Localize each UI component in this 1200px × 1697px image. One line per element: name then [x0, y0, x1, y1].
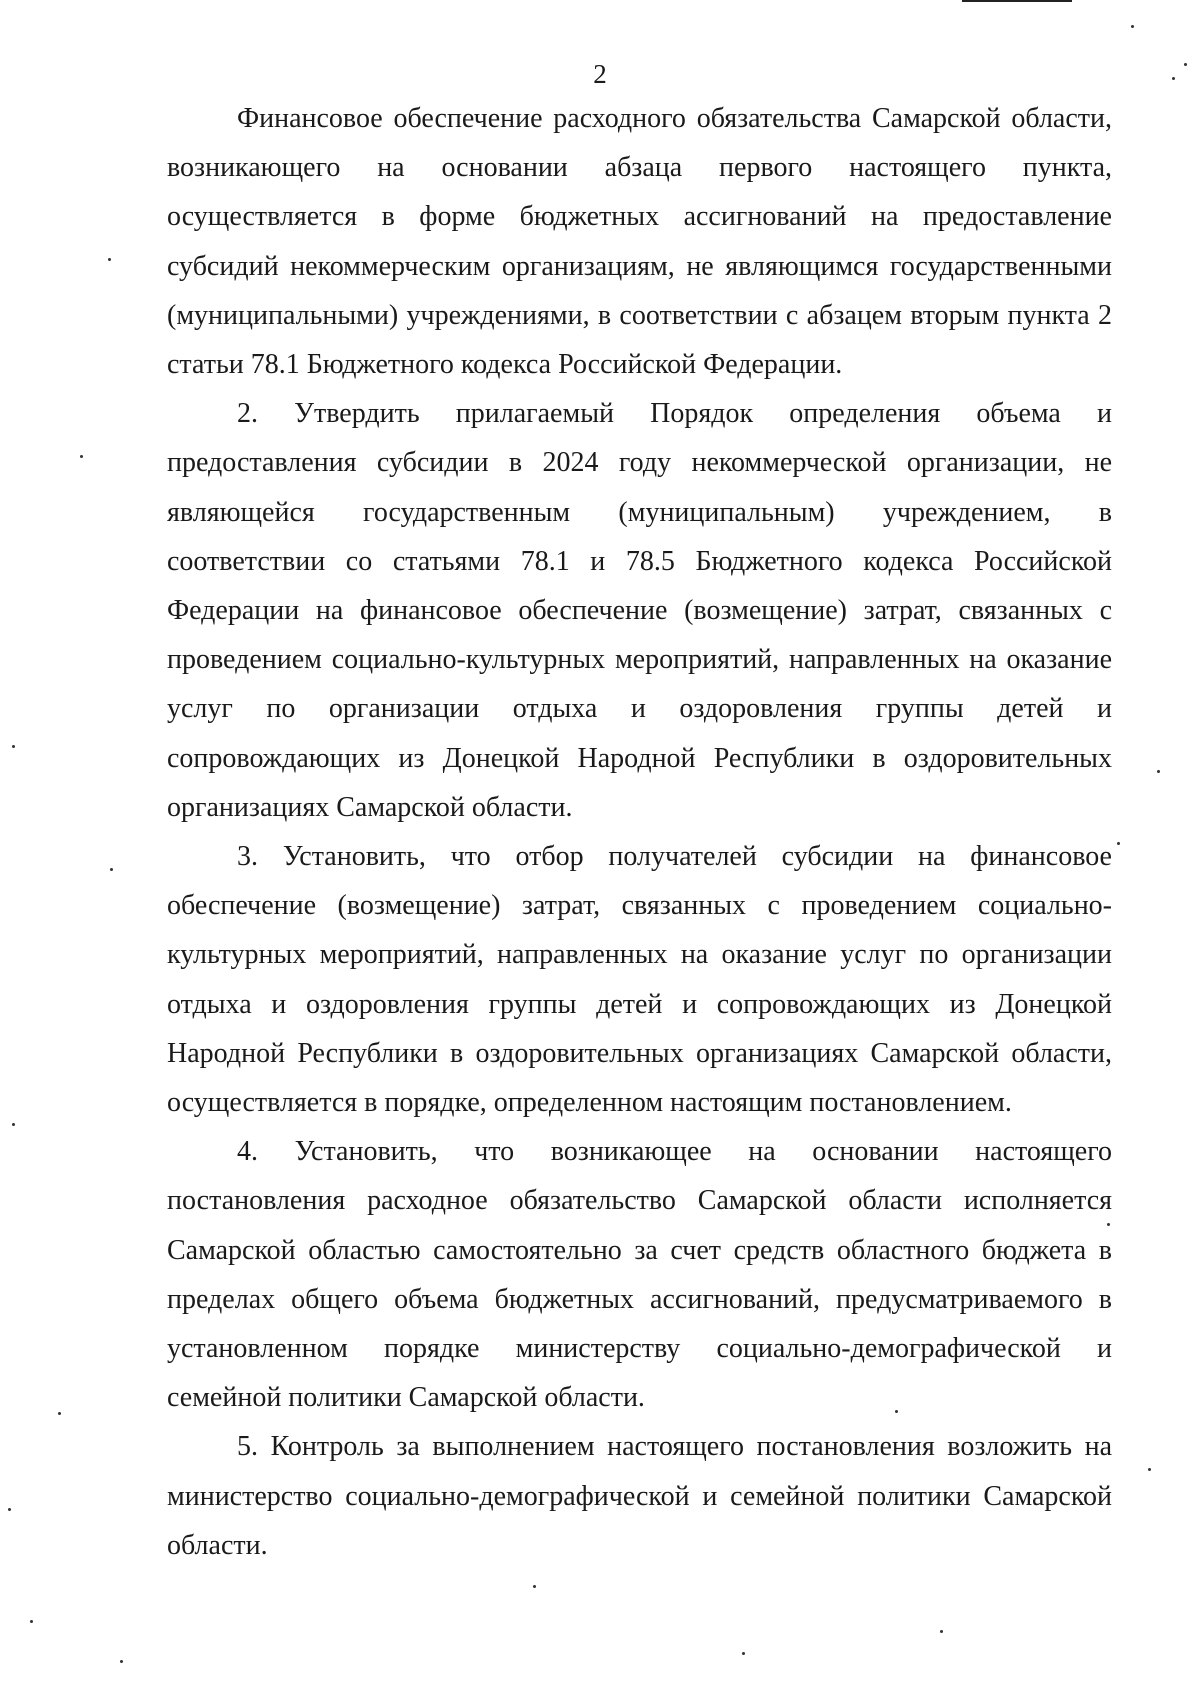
scan-artifact-dot [110, 868, 113, 871]
scan-artifact-dot [940, 1630, 943, 1633]
page-number: 2 [593, 59, 607, 89]
paragraph-item-2: 2. Утвердить прилагаемый Порядок определения объема и предоставления субсидии в 2024 году некоммерческой организации, не являющейся государственным (муниципальным) учреждением, в соответствии со статьями 78.1 и 78.5 Бюджетного кодекса Российской Федерации на финансовое обеспечение (возмещение) затрат, связанных с проведением социально-культурных мероприятий, направленных на оказание услуг по организации отдыха и оздоровления группы детей и сопровождающих из Донецкой Народной Республики в оздоровительных организациях Самарской области. [167, 398, 1112, 823]
document-body [167, 94, 1112, 1570]
paragraph-financial-provision: Финансовое обеспечение расходного обязательства Самарской области, возникающего на основании абзаца первого настоящего пункта, осуществляется в форме бюджетных ассигнований на предоставление субсидий некоммерческим организациям, не являющимся государственными (муниципальными) учреждениями, в соответствии с абзацем вторым пункта 2 статьи 78.1 Бюджетного кодекса Российской Федерации. [167, 103, 1112, 381]
paragraph-item-5: 5. Контроль за выполнением настоящего постановления возложить на министерство социально-демографической и семейной политики Самарской области. [167, 1431, 1112, 1561]
scan-artifact-dot [120, 1660, 123, 1663]
scan-artifact-dot [742, 1652, 745, 1655]
scan-artifact-dot [30, 1620, 33, 1623]
paragraph-item-3: 3. Установить, что отбор получателей субсидии на финансовое обеспечение (возмещение) затрат, связанных с проведением социально-культурных мероприятий, направленных на оказание услуг по организации отдыха и оздоровления группы детей и сопровождающих из Донецкой Народной Республики в оздоровительных организациях Самарской области, осуществляется в порядке, определенном настоящим постановлением. [167, 841, 1112, 1119]
scan-artifact-dot [12, 1123, 15, 1126]
scan-artifact-dot [1157, 770, 1160, 773]
scan-artifact-line [962, 0, 1072, 2]
scan-artifact-dot [1148, 1468, 1151, 1471]
scan-artifact-dot [12, 745, 15, 748]
scan-artifact-dot [58, 1412, 61, 1415]
scan-artifact-dot [1131, 25, 1134, 28]
scan-artifact-dot [533, 1585, 536, 1588]
scan-artifact-dot [108, 258, 111, 261]
scan-artifact-dot [8, 1508, 11, 1511]
paragraph-item-4: 4. Установить, что возникающее на основании настоящего постановления расходное обязательство Самарской области исполняется Самарской областью самостоятельно за счет средств областного бюджета в пределах общего объема бюджетных ассигнований, предусматриваемого в установленном порядке министерству социально-демографической и семейной политики Самарской области. [167, 1136, 1112, 1414]
scan-artifact-dot [1117, 842, 1120, 845]
scan-artifact-dot [80, 455, 83, 458]
